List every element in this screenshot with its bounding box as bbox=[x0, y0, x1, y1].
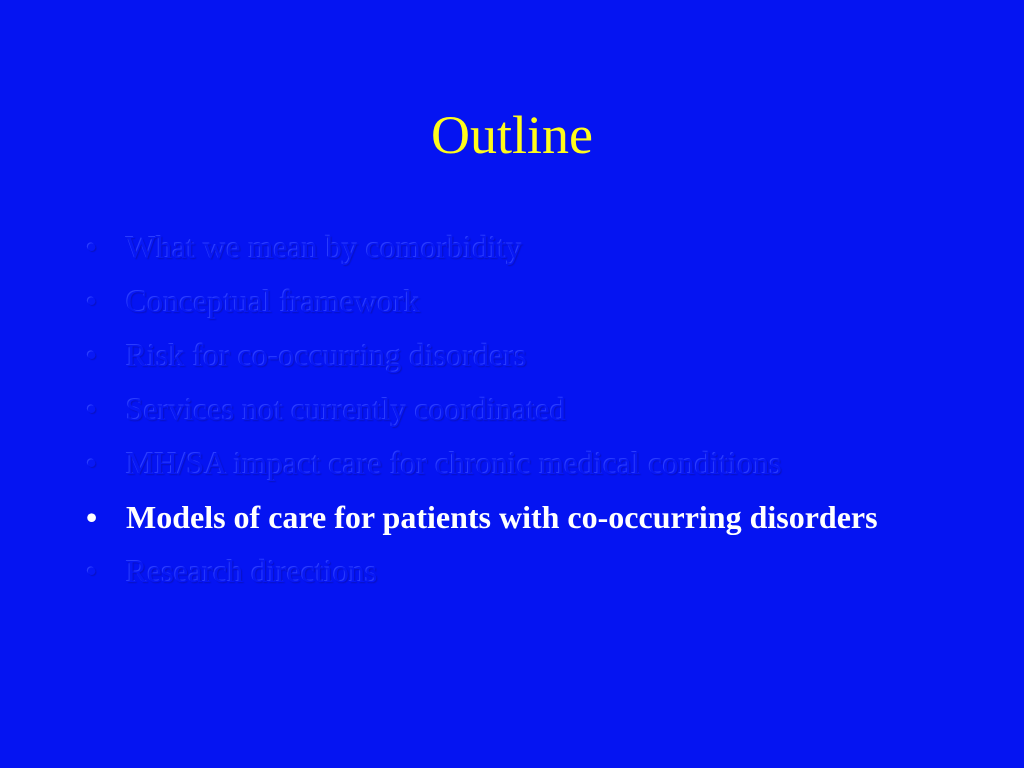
bullet-dot-icon: • bbox=[86, 337, 98, 373]
bullet-item bbox=[84, 226, 944, 269]
bullet-item bbox=[84, 550, 944, 593]
bullet-dot-icon: • bbox=[86, 391, 98, 427]
bullet-text: Research directions bbox=[126, 553, 378, 589]
bullet-text: Conceptual framework bbox=[126, 283, 421, 319]
bullet-dot-icon: • bbox=[86, 283, 98, 319]
slide-title: Outline bbox=[431, 105, 593, 165]
bullet-text: MH/SA impact care for chronic medical conditions bbox=[126, 445, 782, 481]
bullet-item bbox=[84, 334, 944, 377]
bullet-text: What we mean by comorbidity bbox=[126, 229, 523, 265]
bullet-dot-icon: • bbox=[86, 499, 98, 535]
bullet-dot-icon: • bbox=[86, 229, 98, 265]
bullet-text: Risk for co-occurring disorders bbox=[126, 337, 527, 373]
bullet-dot-icon: • bbox=[86, 445, 98, 481]
bullet-text: Models of care for patients with co-occurring disorders bbox=[126, 499, 878, 535]
bullet-text: Services not currently coordinated bbox=[126, 391, 566, 427]
bullet-dot-icon: • bbox=[86, 553, 98, 589]
bullet-item bbox=[84, 388, 944, 431]
bullet-item bbox=[84, 442, 944, 485]
bullet-item bbox=[84, 280, 944, 323]
bullet-list bbox=[84, 226, 944, 604]
bullet-item bbox=[84, 496, 944, 539]
